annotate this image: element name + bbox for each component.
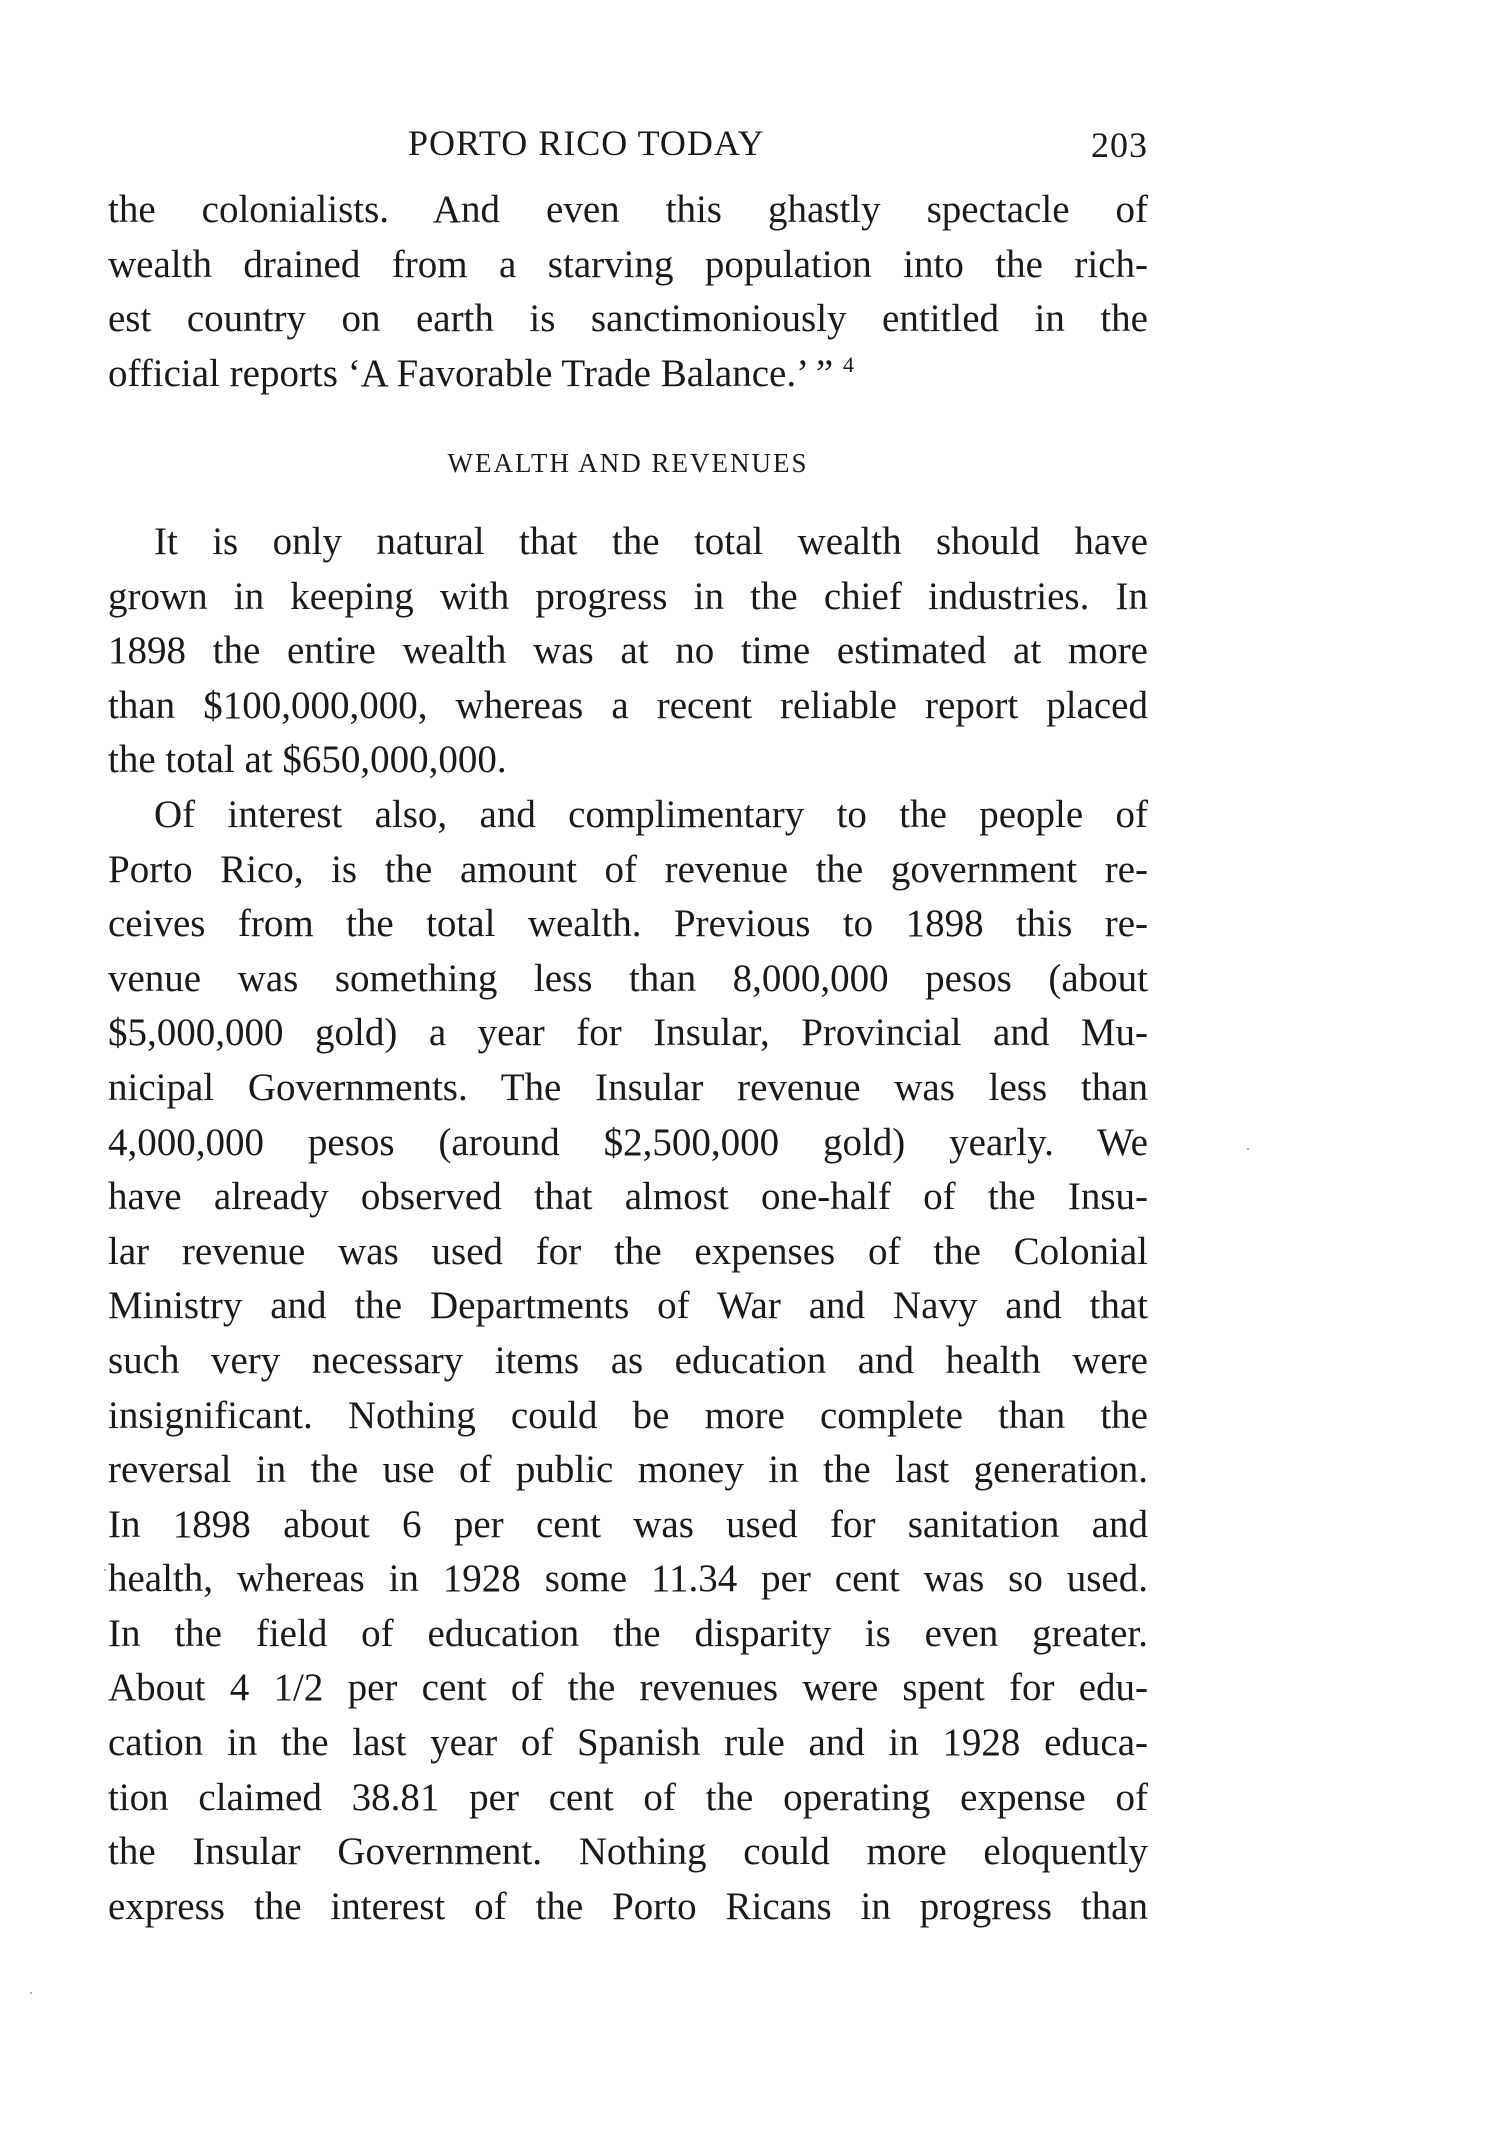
text-line: than $100,000,000, whereas a recent reliable report placed	[108, 683, 1148, 727]
text-line: est country on earth is sanctimoniously entitled in the	[108, 297, 1148, 341]
text-line	[108, 347, 1148, 402]
scan-speck	[104, 1569, 106, 1571]
text-line: grown in keeping with progress in the chief industries. In	[108, 574, 1148, 618]
opening-paragraph	[108, 183, 1148, 401]
text-line: Ministry and the Departments of War and Navy and that	[108, 1284, 1148, 1328]
text-line: have already observed that almost one-half of the Insu-	[108, 1175, 1148, 1219]
text-line: lar revenue was used for the expenses of the Colonial	[108, 1229, 1148, 1273]
text-line: the Insular Government. Nothing could more eloquently	[108, 1830, 1148, 1874]
text-line: insignificant. Nothing could be more complete than the	[108, 1393, 1148, 1437]
text-line: 4,000,000 pesos (around $2,500,000 gold) yearly. We	[108, 1120, 1148, 1164]
text-line: the total at $650,000,000.	[108, 738, 507, 782]
text-line: Of interest also, and complimentary to the people of	[154, 792, 1148, 836]
text-line: cation in the last year of Spanish rule and in 1928 educa-	[108, 1721, 1148, 1765]
text-line: reversal in the use of public money in the last generation.	[108, 1448, 1148, 1492]
running-title: PORTO RICO TODAY	[408, 123, 765, 163]
text-line: ceives from the total wealth. Previous to 1898 this re-	[108, 902, 1148, 946]
section-heading: WEALTH AND REVENUES	[447, 448, 809, 478]
text-line: tion claimed 38.81 per cent of the operating expense of	[108, 1775, 1148, 1819]
text-line: health, whereas in 1928 some 11.34 per cent was so used.	[108, 1557, 1148, 1601]
text-line: nicipal Governments. The Insular revenue was less than	[108, 1065, 1148, 1109]
section-body	[108, 515, 1148, 1934]
text-line: Porto Rico, is the amount of revenue the government re-	[108, 847, 1148, 891]
text-line: wealth drained from a starving population into the rich-	[108, 242, 1148, 286]
scan-speck	[1247, 1148, 1249, 1150]
text-line: express the interest of the Porto Ricans in progress than	[108, 1884, 1148, 1928]
footnote-reference: 4	[842, 351, 854, 377]
page-number: 203	[1091, 125, 1148, 165]
text-line: the colonialists. And even this ghastly spectacle of	[108, 188, 1148, 231]
text-line: In the field of education the disparity is even greater.	[108, 1611, 1148, 1655]
text-line: such very necessary items as education and health were	[108, 1338, 1148, 1382]
paragraph-wealth	[108, 515, 1148, 788]
text-line: venue was something less than 8,000,000 pesos (about	[108, 956, 1148, 1000]
text-line: $5,000,000 gold) a year for Insular, Provincial and Mu-	[108, 1011, 1148, 1055]
text-line: In 1898 about 6 per cent was used for sanitation and	[108, 1502, 1148, 1546]
text-line: 1898 the entire wealth was at no time estimated at more	[108, 629, 1148, 673]
paragraph-revenue	[108, 788, 1148, 1934]
scan-speck	[30, 1992, 32, 1994]
text-line-content: official reports ‘A Favorable Trade Balance.’ ”	[108, 351, 834, 395]
text-line: About 4 1/2 per cent of the revenues were spent for edu-	[108, 1666, 1148, 1710]
running-head	[108, 122, 1148, 172]
text-line: It is only natural that the total wealth should have	[154, 520, 1148, 563]
